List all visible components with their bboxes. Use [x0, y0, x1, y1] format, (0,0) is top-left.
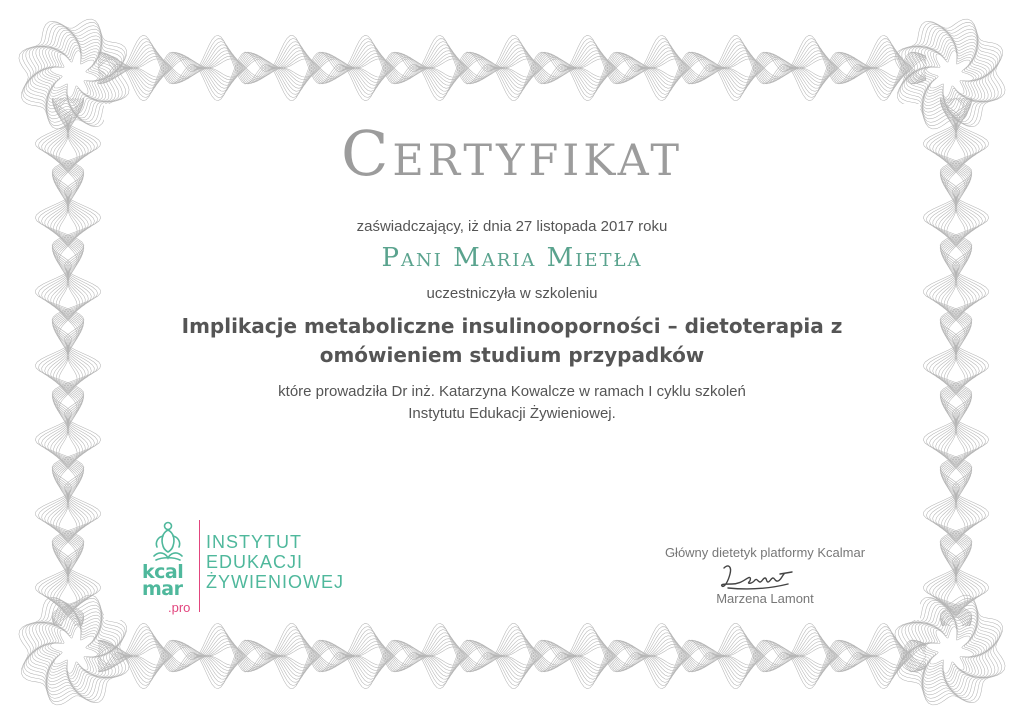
- instructor-line-1: które prowadziła Dr inż. Katarzyna Kowalcze w ramach I cyklu szkoleń: [278, 383, 746, 400]
- signatory-role: Główny dietetyk platformy Kcalmar: [664, 545, 866, 560]
- attestation-text: zaświadczający, iż dnia 27 listopada 2017 roku: [356, 218, 668, 235]
- kcalmar-wordmark-line-1: kcal: [142, 561, 184, 583]
- course-title-line-1: Implikacje metaboliczne insulinooporności – dietoterapia z: [181, 314, 843, 338]
- signatory-name: Marzena Lamont: [716, 591, 814, 606]
- instructor-line-2: Instytutu Edukacji Żywieniowej.: [408, 405, 616, 422]
- institute-logo: [140, 518, 380, 618]
- kcalmar-pro-suffix: .pro: [168, 600, 191, 615]
- recipient-name: Pani Maria Mietła: [381, 243, 643, 273]
- kcalmar-wordmark-line-2: mar: [142, 578, 183, 600]
- logo-divider: [199, 520, 200, 612]
- institute-wordmark: [206, 532, 344, 592]
- certificate-title: Certyfikat: [340, 117, 684, 190]
- course-title: [150, 312, 874, 370]
- course-title-line-2: omówieniem studium przypadków: [319, 343, 705, 367]
- lotus-figure-icon: [148, 520, 188, 562]
- handwritten-signature: [718, 560, 798, 594]
- participation-text: uczestniczyła w szkoleniu: [426, 285, 598, 302]
- kcalmar-wordmark: [142, 561, 184, 600]
- kcalmar-logo: [140, 518, 198, 618]
- institute-line-1: INSTYTUT: [206, 532, 302, 552]
- institute-line-3: ŻYWIENIOWEJ: [206, 572, 344, 592]
- instructor-text: [150, 381, 874, 425]
- institute-line-2: EDUKACJI: [206, 552, 304, 572]
